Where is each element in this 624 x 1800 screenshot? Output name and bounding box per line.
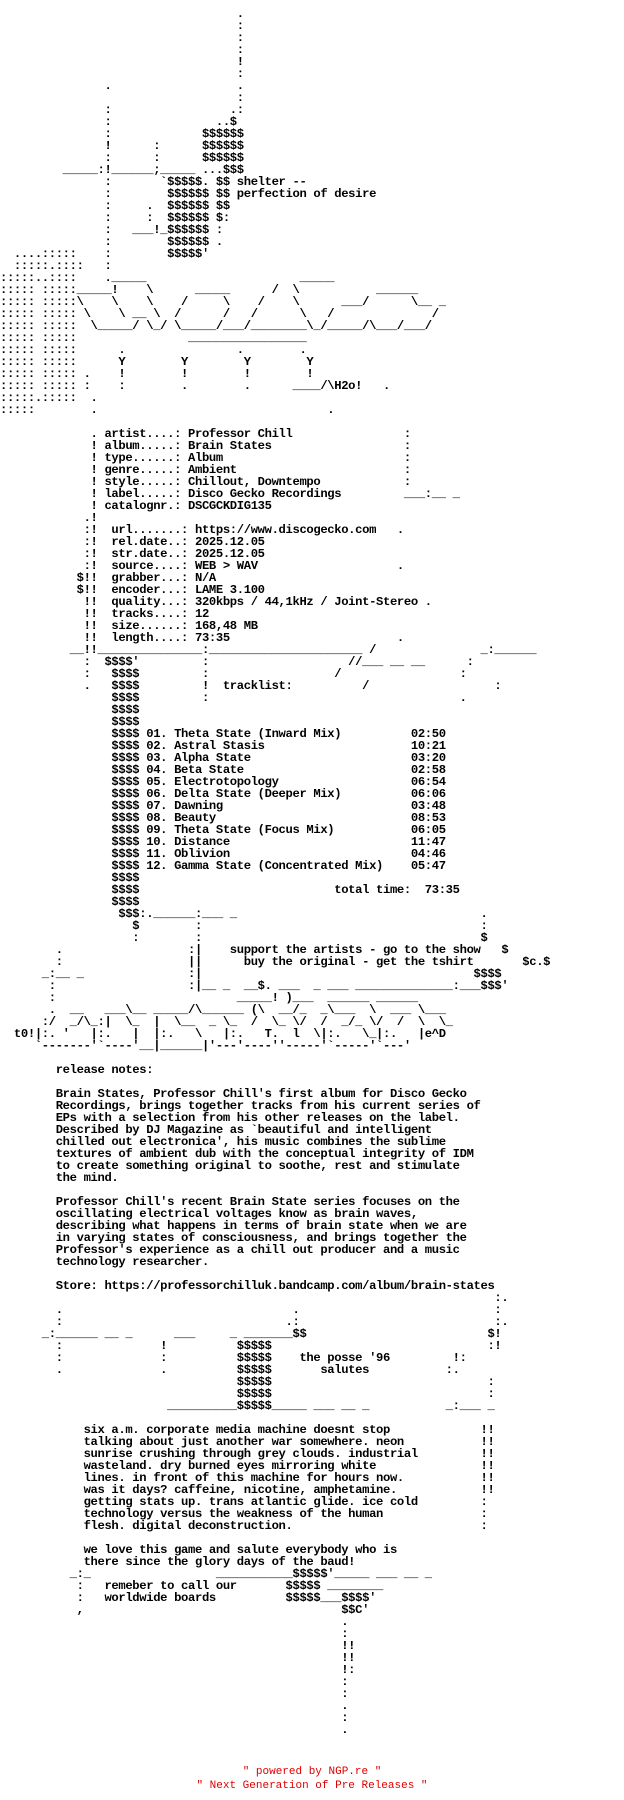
nfo-ascii-art: . : : : ! : . . : : .: : ..$ : $$$$$$ ! : $$$$$$ : : $$$$$$ _____:!______;_____ ...$$$ : `$$$$$. $$ shelter -- : $$$$$$ $$ perfection of desire : . $$$$$$ $$ : : $$$$$$ $: : ___!_$$$$$$ : : $$$$$$ . ....::::: : $$$$$' :::::.:::: : :::::..:::: ._____ _____ ::::: :::::_____! \ _____ / \ ______ ::::: :::::\ \ \ / \ / \ ___/ \__ _ ::::: ::::: \ \ __ \ / / / \ / / ::::: ::::: \_____/ \_/ \_____/___/________\_/_____/\___/___/ ::::: ::::: _________________ ::::: ::::: . . . ::::: ::::: Y Y Y Y ::::: ::::: . ! ! ! ! ::::: ::::: : : . . ____/\H2o! . :::::.::::: . ::::: . . . artist....: Professor Chill : ! album.....: Brain States : ! type......: Album : ! genre.....: Ambient : ! style.....: Chillout, Downtempo : ! label.....: Disco Gecko Recordings ___:__ _ ! catalognr.: DSCGCKDIG135 .! :! url.......: https://www.discogecko.com . :! rel.date..: 2025.12.05 :! str.date..: 2025.12.05 :! source....: WEB > WAV . $!! grabber...: N/A $!! encoder...: LAME 3.100 !! quality...: 320kbps / 44,1kHz / Joint-Stereo . !! tracks....: 12 !! size......: 168,48 MB !! length....: 73:35 . __!!_______________:______________________ / _:______ : $$$$' : //___ __ __ : : $$$$ : / : . $$$$ ! tracklist: / : $$$$ : . $$$$ $$$$ $$$$ 01. Theta State (Inward Mix) 02:50 $$$$ 02. Astral Stasis 10:21 $$$$ 03. Alpha State 03:20 $$$$ 04. Beta State 02:58 $$$$ 05. Electrotopology 06:54 $$$$ 06. Delta State (Deeper Mix) 06:06 $$$$ 07. Dawning 03:48 $$$$ 08. Beauty 08:53 $$$$ 09. Theta State (Focus Mix) 06:05 $$$$ 10. Distance 11:47 $$$$ 11. Oblivion 04:46 $$$$ 12. Gamma State (Concentrated Mix) 05:47 $$$$ $$$$ total time: 73:35 $$$$ $$$:.______:___ _ . $ : : : : $ . :| support the artists - go to the show $ : || buy the original - get the tshirt $c.$ _:__ _ :| $$$$ : :|__ _ __$. ___ _ ___ ______________:___$$$' : _____! )___ ______ ______ . __ ___\__ _____/\______ (\ __/_ _\___ \ ___ \___ :/ _/\_:| \_ | \__ _ \_ / \_ \/ / _/_ \/ / \ \_ t0!|:. ' |:. | |:. \ |:. T. l \|:. \_|:. |e^D `-------'`----'__|______|'---'----''-----'`-----'`---' release notes: Brain States, Professor Chill's first album for Disco Gecko Recordings, brings together tracks from his current series of EPs with a selection from his other releases on the label. Described by DJ Magazine as `beautiful and intelligent chilled out electronica', his music combines the sublime textures of ambient dub with the conceptual integrity of IDM to create something original to soothe, rest and stimulate the mind. Professor Chill's recent Brain State series focuses on the oscillating electrical voltages know as brain waves, describing what happens in terms of brain state when we are in varying states of consciousness, and brings together the Professor's experience as a chill out producer and a music technology researcher. Store: https://professorchilluk.bandcamp.com/album/brain-states :. . . : : .: :. _:______ __ _ ___ _ _______$$ $! : ! $$$$$ :! : : $$$$$ the posse '96 !: . . $$$$$ salutes :. $$$$$ : $$$$$ : __________$$$$$_____ ___ __ _ _:___ _ six a.m. corporate media machine doesnt stop !! talking about just another war somewhere. neon !! sunrise crushing through grey clouds. industrial !! wasteland. dry burned eyes mirroring white !! lines. in front of this machine for hours now. !! was it days? caffeine, nicotine, amphetamine. !! getting stats up. trans atlantic glide. ice cold : technology versus the weakness of the human : flesh. digital deconstruction. : we love this game and salute everybody who is there since the glory days of the baud! _:_ ___________$$$$$'_____ ___ __ _ : remeber to call our $$$$$ ________ : worldwide boards $$$$$___$$$$' , $$C' . : !! !! !: : : . : . xyxy=(0,7,551,1737)
footer-tagline: " Next Generation of Pre Releases " xyxy=(196,1780,428,1792)
footer xyxy=(0,1765,624,1793)
footer-powered-by: " powered by NGP.re " xyxy=(242,1766,382,1778)
